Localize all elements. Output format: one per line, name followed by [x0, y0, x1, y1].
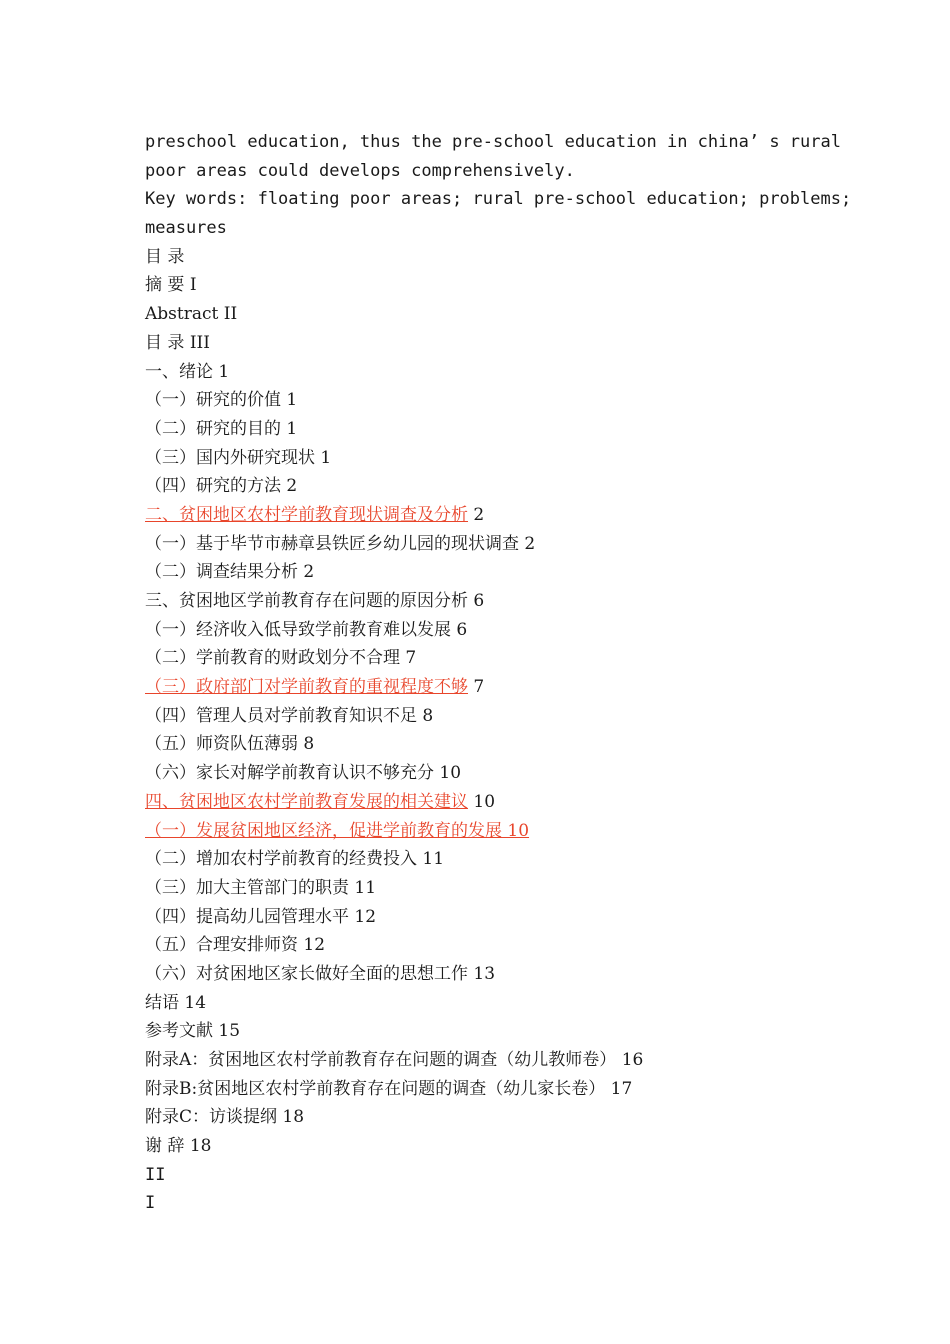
toc-entry-label: （四）研究的方法: [145, 476, 281, 497]
toc-entry: [145, 931, 825, 960]
toc-page-number: 12: [303, 935, 326, 956]
document-page: [145, 128, 852, 1218]
toc-page-number: 14: [184, 992, 207, 1013]
toc-page-number: 12: [354, 906, 377, 927]
toc-entry: [145, 300, 825, 329]
toc-entry-link[interactable]: （三）政府部门对学前教育的重视程度不够: [145, 677, 468, 698]
toc-entry-label: 谢 辞: [145, 1136, 185, 1157]
toc-entry: [145, 989, 825, 1018]
toc-entry: [145, 1017, 825, 1046]
toc-entry: [145, 1046, 825, 1075]
toc-entry-label: 摘 要: [145, 275, 185, 296]
toc-entry[interactable]: [145, 673, 825, 702]
toc-page-number: 18: [282, 1107, 305, 1128]
toc-entry-label: 三、贫困地区学前教育存在问题的原因分析: [145, 591, 468, 611]
toc-entry-label: （四）管理人员对学前教育知识不足: [145, 705, 417, 726]
toc-page-number: 15: [218, 1021, 241, 1042]
toc-entry: [145, 874, 825, 903]
toc-entry: [145, 730, 825, 759]
toc-page-number: 1: [320, 447, 332, 468]
toc-entry-label: （五）师资队伍薄弱: [145, 734, 298, 755]
toc-entry: [145, 759, 825, 788]
toc-page-number: 2: [303, 562, 315, 583]
toc-entry: [145, 960, 825, 989]
toc-entry: [145, 415, 825, 444]
toc-page-number: I: [189, 275, 197, 296]
toc-entry-link[interactable]: （一）发展贫困地区经济，促进学前教育的发展 10: [145, 820, 530, 841]
toc-entry-label: （五）合理安排师资: [145, 935, 298, 956]
toc-entry-label: （二）学前教育的财政划分不合理: [145, 648, 400, 669]
toc-entry: [145, 903, 825, 932]
table-of-contents: [145, 271, 825, 1160]
toc-entry: [145, 358, 825, 387]
toc-entry: [145, 329, 825, 358]
toc-entry[interactable]: [145, 501, 825, 530]
toc-entry: [145, 1075, 825, 1104]
toc-entry-label: 参考文献: [145, 1021, 213, 1042]
toc-page-number: 2: [286, 476, 298, 497]
toc-page-number: 1: [286, 390, 298, 411]
toc-page-number: 6: [456, 619, 468, 640]
toc-entry-label: （四）提高幼儿园管理水平: [145, 906, 349, 927]
toc-entry: [145, 1103, 825, 1132]
toc-page-number: 17: [610, 1078, 633, 1099]
toc-entry-label: （二）调查结果分析: [145, 562, 298, 583]
toc-page-number: 2: [473, 504, 485, 525]
toc-page-number: 10: [473, 791, 496, 812]
toc-entry-label: （六）对贫困地区家长做好全面的思想工作: [145, 963, 468, 984]
toc-entry-label: （二）研究的目的: [145, 418, 281, 439]
toc-entry-label: （三）加大主管部门的职责: [145, 877, 349, 898]
toc-entry: [145, 386, 825, 415]
toc-entry: [145, 558, 825, 587]
toc-entry-label: 结语: [145, 992, 179, 1013]
toc-page-number: 8: [303, 734, 315, 755]
toc-entry: [145, 472, 825, 501]
toc-page-number: 2: [524, 533, 536, 554]
toc-entry-link[interactable]: 二、贫困地区农村学前教育现状调查及分析: [145, 504, 468, 525]
toc-page-number: 7: [473, 677, 485, 698]
toc-page-number: 11: [422, 849, 445, 870]
toc-entry-label: （一）经济收入低导致学前教育难以发展: [145, 619, 451, 640]
page-number: II: [145, 1164, 166, 1185]
toc-title: 目 录: [145, 246, 185, 267]
toc-entry-label: （一）研究的价值: [145, 390, 281, 411]
toc-entry: [145, 1132, 825, 1161]
abstract-line: preschool education, thus the pre-school education in china’ s rural: [145, 132, 841, 152]
toc-entry-link[interactable]: 四、贫困地区农村学前教育发展的相关建议: [145, 791, 468, 812]
toc-page-number: 7: [405, 648, 417, 669]
toc-entry: [145, 644, 825, 673]
toc-entry: [145, 444, 825, 473]
toc-page-number: 1: [286, 418, 298, 439]
toc-page-number: 10: [439, 763, 462, 784]
toc-entry: [145, 845, 825, 874]
toc-entry[interactable]: [145, 788, 825, 817]
toc-entry-label: 一、绪论: [145, 361, 213, 382]
page-number: I: [145, 1193, 156, 1214]
toc-entry: [145, 530, 825, 559]
toc-page-number: 18: [189, 1136, 212, 1157]
toc-entry: [145, 587, 825, 616]
toc-entry-label: 附录C：访谈提纲: [145, 1107, 278, 1128]
toc-entry: [145, 616, 825, 645]
toc-entry[interactable]: [145, 817, 825, 846]
toc-page-number: III: [189, 332, 210, 353]
toc-entry-label: （三）国内外研究现状: [145, 447, 315, 468]
keywords-line: Key words: floating poor areas; rural pre-school education; problems;: [145, 189, 852, 210]
toc-entry: [145, 271, 825, 300]
abstract-line: poor areas could develops comprehensively.: [145, 160, 575, 181]
toc-page-number: II: [223, 304, 238, 325]
keywords-line: measures: [145, 218, 227, 239]
toc-page-number: 6: [473, 591, 485, 611]
toc-entry: [145, 702, 825, 731]
toc-entry-label: 附录B:贫困地区农村学前教育存在问题的调查（幼儿家长卷）: [145, 1078, 606, 1099]
toc-page-number: 16: [621, 1050, 644, 1070]
toc-page-number: 8: [422, 705, 434, 726]
toc-page-number: 11: [354, 877, 377, 898]
toc-entry-label: （一）基于毕节市赫章县铁匠乡幼儿园的现状调查: [145, 533, 519, 554]
toc-entry-label: 目 录: [145, 332, 185, 353]
toc-entry-label: （二）增加农村学前教育的经费投入: [145, 849, 417, 870]
toc-entry-label: 附录A：贫困地区农村学前教育存在问题的调查（幼儿教师卷）: [145, 1050, 617, 1070]
toc-page-number: 1: [218, 361, 230, 382]
toc-page-number: 13: [473, 963, 496, 984]
toc-entry-label: Abstract: [145, 304, 219, 325]
toc-entry-label: （六）家长对解学前教育认识不够充分: [145, 763, 434, 784]
